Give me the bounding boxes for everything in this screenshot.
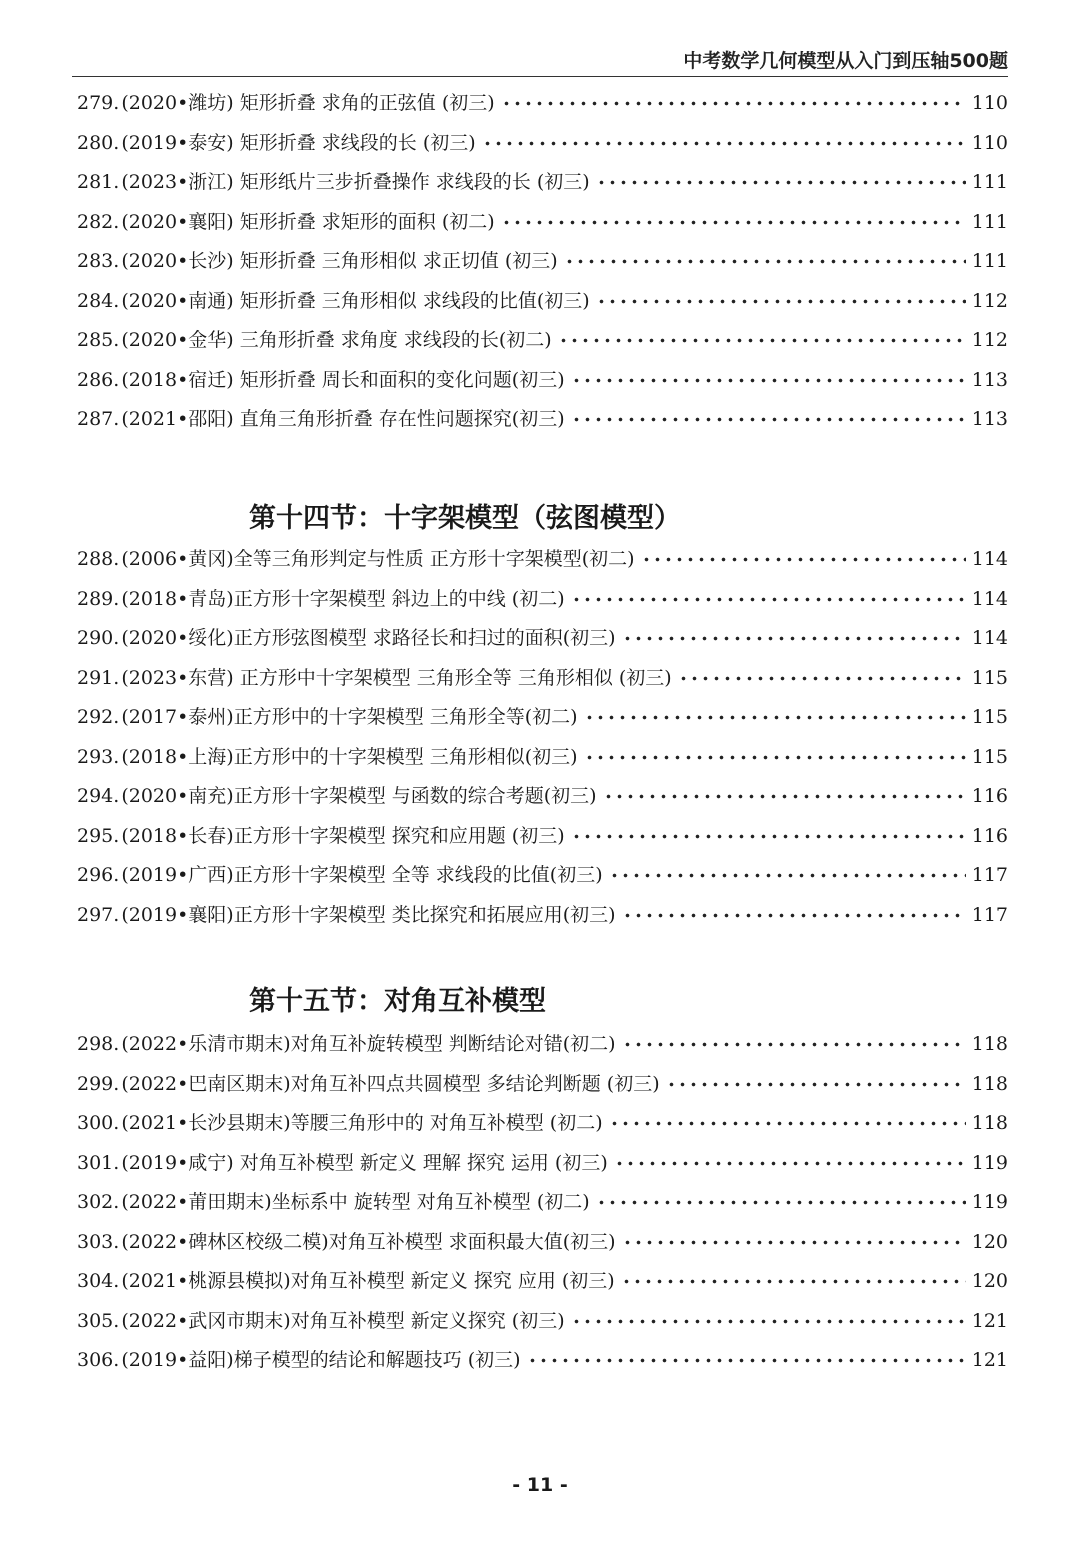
entry-number: 282. bbox=[77, 210, 120, 233]
entry-page-number: 119 bbox=[971, 1151, 1008, 1174]
entry-text bbox=[77, 1302, 565, 1342]
dot-leader bbox=[571, 590, 966, 609]
toc-entry[interactable] bbox=[77, 738, 1008, 778]
toc-entry[interactable] bbox=[77, 1341, 1008, 1381]
toc-group-section-14 bbox=[77, 540, 1008, 935]
entry-number: 295. bbox=[77, 824, 120, 847]
dot-leader bbox=[501, 213, 966, 232]
dot-leader bbox=[622, 629, 966, 648]
toc-entry[interactable] bbox=[77, 659, 1008, 699]
entry-title: (2018•宿迁) 矩形折叠 周长和面积的变化问题(初三) bbox=[121, 368, 565, 391]
dot-leader bbox=[501, 94, 966, 113]
toc-entry[interactable] bbox=[77, 817, 1008, 857]
toc-entry[interactable] bbox=[77, 242, 1008, 282]
entry-page-number: 118 bbox=[971, 1072, 1008, 1095]
entry-page-number: 112 bbox=[971, 329, 1008, 351]
entry-number: 303. bbox=[77, 1230, 120, 1253]
entry-text bbox=[77, 777, 597, 817]
entry-number: 298. bbox=[77, 1033, 120, 1055]
entry-title: (2022•武冈市期末)对角互补模型 新定义探究 (初三) bbox=[121, 1309, 565, 1332]
entry-number: 296. bbox=[77, 864, 120, 886]
dot-leader bbox=[596, 1193, 966, 1212]
entry-title: (2022•碑林区校级二模)对角互补模型 求面积最大值(初三) bbox=[121, 1230, 616, 1253]
entry-text bbox=[77, 856, 603, 896]
page-number: - 11 - bbox=[512, 1474, 568, 1496]
entry-number: 294. bbox=[77, 785, 120, 807]
dot-leader bbox=[622, 1035, 966, 1054]
entry-title: (2020•长沙) 矩形折叠 三角形相似 求正切值 (初三) bbox=[121, 250, 558, 272]
entry-page-number: 117 bbox=[971, 864, 1008, 886]
entry-page-number: 113 bbox=[971, 408, 1008, 430]
entry-title: (2019•泰安) 矩形折叠 求线段的长 (初三) bbox=[121, 131, 476, 154]
toc-entry[interactable] bbox=[77, 580, 1008, 620]
entry-page-number: 117 bbox=[971, 903, 1008, 926]
toc-group-section-15 bbox=[77, 1025, 1008, 1381]
entry-text bbox=[77, 896, 616, 936]
dot-leader bbox=[596, 173, 966, 192]
dot-leader bbox=[621, 1272, 966, 1291]
entry-title: (2017•泰州)正方形中的十字架模型 三角形全等(初二) bbox=[121, 706, 578, 728]
entry-number: 306. bbox=[77, 1349, 120, 1371]
dot-leader bbox=[622, 906, 966, 925]
toc-entry[interactable] bbox=[77, 124, 1008, 164]
entry-text bbox=[77, 1144, 608, 1184]
entry-title: (2006•黄冈)全等三角形判定与性质 正方形十字架模型(初二) bbox=[121, 548, 635, 570]
entry-page-number: 112 bbox=[971, 289, 1008, 312]
dot-leader bbox=[584, 748, 966, 767]
entry-title: (2020•南充)正方形十字架模型 与函数的综合考题(初三) bbox=[121, 785, 597, 807]
entry-number: 301. bbox=[77, 1151, 120, 1174]
entry-text bbox=[77, 321, 552, 361]
entry-number: 281. bbox=[77, 171, 120, 193]
toc-entry[interactable] bbox=[77, 856, 1008, 896]
dot-leader bbox=[571, 371, 966, 390]
entry-page-number: 111 bbox=[971, 250, 1008, 272]
toc-entry[interactable] bbox=[77, 896, 1008, 936]
entry-number: 293. bbox=[77, 745, 120, 768]
entry-text bbox=[77, 1183, 590, 1223]
toc-entry[interactable] bbox=[77, 1025, 1008, 1065]
entry-page-number: 118 bbox=[971, 1112, 1008, 1134]
toc-entry[interactable] bbox=[77, 163, 1008, 203]
entry-text bbox=[77, 540, 635, 580]
entry-title: (2019•益阳)梯子模型的结论和解题技巧 (初三) bbox=[121, 1349, 521, 1371]
entry-number: 290. bbox=[77, 627, 120, 649]
entry-number: 280. bbox=[77, 131, 120, 154]
entry-page-number: 119 bbox=[971, 1191, 1008, 1213]
entry-text bbox=[77, 1223, 616, 1263]
toc-entry[interactable] bbox=[77, 1302, 1008, 1342]
entry-page-number: 115 bbox=[971, 745, 1008, 768]
entry-page-number: 116 bbox=[971, 824, 1008, 847]
entry-page-number: 115 bbox=[971, 666, 1008, 689]
entry-number: 287. bbox=[77, 408, 120, 430]
dot-leader bbox=[527, 1351, 966, 1370]
toc-entry[interactable] bbox=[77, 619, 1008, 659]
entry-text bbox=[77, 619, 616, 659]
section-title-14: 第十四节：十字架模型（弦图模型） bbox=[249, 503, 681, 534]
section-title-15: 第十五节：对角互补模型 bbox=[249, 986, 546, 1017]
entry-number: 288. bbox=[77, 548, 120, 570]
entry-title: (2020•绥化)正方形弦图模型 求路径长和扫过的面积(初三) bbox=[121, 627, 616, 649]
entry-text bbox=[77, 84, 495, 124]
entry-title: (2020•襄阳) 矩形折叠 求矩形的面积 (初二) bbox=[121, 210, 495, 233]
entry-number: 292. bbox=[77, 706, 120, 728]
dot-leader bbox=[641, 550, 966, 569]
entry-text bbox=[77, 282, 590, 322]
toc-entry[interactable] bbox=[77, 698, 1008, 738]
entry-number: 302. bbox=[77, 1191, 120, 1213]
dot-leader bbox=[584, 708, 966, 727]
dot-leader bbox=[622, 1233, 966, 1252]
entry-page-number: 120 bbox=[971, 1270, 1008, 1292]
dot-leader bbox=[666, 1075, 966, 1094]
toc-entry[interactable] bbox=[77, 203, 1008, 243]
dot-leader bbox=[482, 134, 966, 153]
dot-leader bbox=[609, 866, 966, 885]
dot-leader bbox=[571, 1312, 966, 1331]
entry-number: 291. bbox=[77, 666, 120, 689]
entry-page-number: 120 bbox=[971, 1230, 1008, 1253]
dot-leader bbox=[571, 827, 966, 846]
entry-title: (2022•乐清市期末)对角互补旋转模型 判断结论对错(初二) bbox=[121, 1033, 616, 1055]
entry-number: 304. bbox=[77, 1270, 120, 1292]
dot-leader bbox=[614, 1154, 966, 1173]
entry-text bbox=[77, 400, 565, 440]
entry-text bbox=[77, 817, 565, 857]
header-title: 中考数学几何模型从入门到压轴500题 bbox=[683, 50, 1008, 72]
entry-title: (2021•长沙县期末)等腰三角形中的 对角互补模型 (初二) bbox=[121, 1112, 603, 1134]
entry-number: 286. bbox=[77, 368, 120, 391]
entry-page-number: 110 bbox=[971, 92, 1008, 114]
entry-number: 279. bbox=[77, 92, 120, 114]
entry-title: (2021•桃源县模拟)对角互补模型 新定义 探究 应用 (初三) bbox=[121, 1270, 615, 1292]
toc-entry[interactable] bbox=[77, 84, 1008, 124]
entry-number: 285. bbox=[77, 329, 120, 351]
entry-page-number: 111 bbox=[971, 210, 1008, 233]
entry-title: (2020•南通) 矩形折叠 三角形相似 求线段的比值(初三) bbox=[121, 289, 590, 312]
entry-title: (2020•金华) 三角形折叠 求角度 求线段的长(初二) bbox=[121, 329, 552, 351]
entry-page-number: 114 bbox=[971, 587, 1008, 610]
entry-title: (2022•莆田期末)坐标系中 旋转型 对角互补模型 (初二) bbox=[121, 1191, 590, 1213]
toc-entry[interactable] bbox=[77, 1144, 1008, 1184]
entry-number: 283. bbox=[77, 250, 120, 272]
entry-title: (2022•巴南区期末)对角互补四点共圆模型 多结论判断题 (初三) bbox=[121, 1072, 660, 1095]
entry-text bbox=[77, 203, 495, 243]
entry-text bbox=[77, 580, 565, 620]
toc-entry[interactable] bbox=[77, 282, 1008, 322]
entry-title: (2023•东营) 正方形中十字架模型 三角形全等 三角形相似 (初三) bbox=[121, 666, 672, 689]
toc-entry[interactable] bbox=[77, 321, 1008, 361]
entry-page-number: 121 bbox=[971, 1309, 1008, 1332]
entry-text bbox=[77, 361, 565, 401]
dot-leader bbox=[596, 292, 966, 311]
entry-page-number: 114 bbox=[971, 548, 1008, 570]
dot-leader bbox=[564, 252, 966, 271]
toc-entry[interactable] bbox=[77, 1065, 1008, 1105]
entry-title: (2018•长春)正方形十字架模型 探究和应用题 (初三) bbox=[121, 824, 565, 847]
entry-text bbox=[77, 163, 590, 203]
entry-text bbox=[77, 1341, 521, 1381]
entry-title: (2019•广西)正方形十字架模型 全等 求线段的比值(初三) bbox=[121, 864, 603, 886]
entry-text bbox=[77, 124, 476, 164]
entry-text bbox=[77, 738, 578, 778]
entry-page-number: 116 bbox=[971, 785, 1008, 807]
entry-page-number: 118 bbox=[971, 1033, 1008, 1055]
dot-leader bbox=[609, 1114, 966, 1133]
entry-number: 289. bbox=[77, 587, 120, 610]
entry-number: 297. bbox=[77, 903, 120, 926]
entry-number: 305. bbox=[77, 1309, 120, 1332]
entry-text bbox=[77, 1025, 616, 1065]
toc-entry[interactable] bbox=[77, 1104, 1008, 1144]
entry-text bbox=[77, 1104, 603, 1144]
toc-entry[interactable] bbox=[77, 540, 1008, 580]
entry-text bbox=[77, 1065, 660, 1105]
entry-page-number: 115 bbox=[971, 706, 1008, 728]
dot-leader bbox=[678, 669, 966, 688]
toc-entry[interactable] bbox=[77, 1223, 1008, 1263]
entry-text bbox=[77, 698, 578, 738]
toc-entry[interactable] bbox=[77, 1262, 1008, 1302]
entry-title: (2020•潍坊) 矩形折叠 求角的正弦值 (初三) bbox=[121, 92, 495, 114]
entry-title: (2018•青岛)正方形十字架模型 斜边上的中线 (初二) bbox=[121, 587, 565, 610]
toc-entry[interactable] bbox=[77, 400, 1008, 440]
entry-text bbox=[77, 659, 672, 699]
toc-entry[interactable] bbox=[77, 1183, 1008, 1223]
toc-entry[interactable] bbox=[77, 777, 1008, 817]
entry-title: (2019•襄阳)正方形十字架模型 类比探究和拓展应用(初三) bbox=[121, 903, 616, 926]
entry-title: (2019•咸宁) 对角互补模型 新定义 理解 探究 运用 (初三) bbox=[121, 1151, 608, 1174]
entry-title: (2018•上海)正方形中的十字架模型 三角形相似(初三) bbox=[121, 745, 578, 768]
dot-leader bbox=[571, 410, 966, 429]
entry-page-number: 121 bbox=[971, 1349, 1008, 1371]
dot-leader bbox=[603, 787, 966, 806]
entry-page-number: 113 bbox=[971, 368, 1008, 391]
entry-number: 300. bbox=[77, 1112, 120, 1134]
entry-text bbox=[77, 242, 558, 282]
entry-number: 284. bbox=[77, 289, 120, 312]
toc-entry[interactable] bbox=[77, 361, 1008, 401]
entry-page-number: 110 bbox=[971, 131, 1008, 154]
entry-title: (2023•浙江) 矩形纸片三步折叠操作 求线段的长 (初三) bbox=[121, 171, 590, 193]
entry-text bbox=[77, 1262, 615, 1302]
entry-page-number: 114 bbox=[971, 627, 1008, 649]
dot-leader bbox=[558, 331, 966, 350]
entry-number: 299. bbox=[77, 1072, 120, 1095]
toc-group-continued bbox=[77, 84, 1008, 440]
header-rule bbox=[72, 76, 1008, 77]
entry-title: (2021•邵阳) 直角三角形折叠 存在性问题探究(初三) bbox=[121, 408, 565, 430]
entry-page-number: 111 bbox=[971, 171, 1008, 193]
